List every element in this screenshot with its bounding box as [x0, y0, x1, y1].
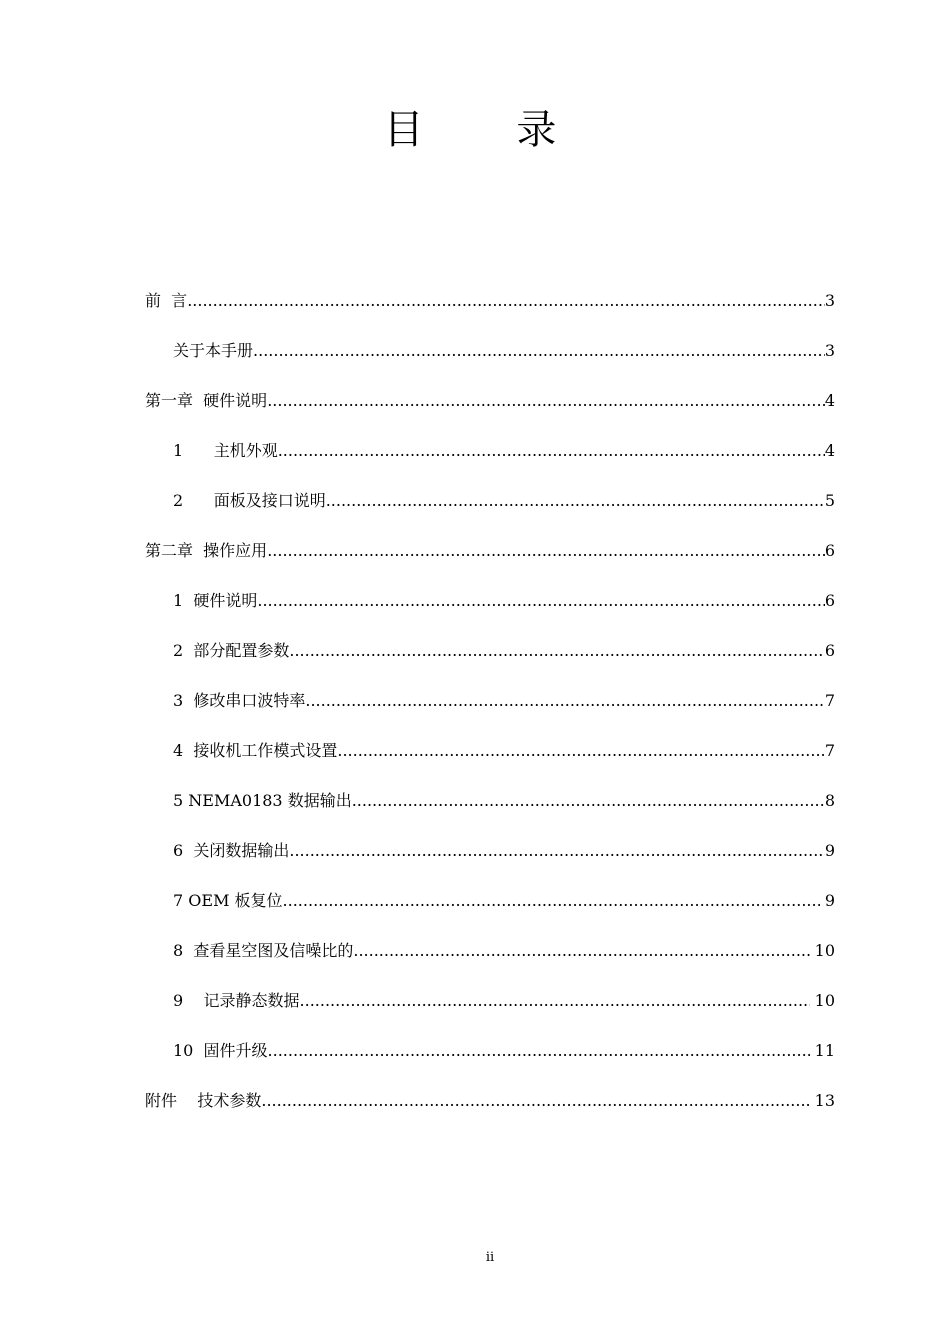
toc-leader-dots: [257, 588, 824, 614]
toc-entry[interactable]: [173, 488, 835, 514]
toc-entry-label: 7 OEM 板复位: [173, 891, 283, 910]
toc-leader-dots: [305, 688, 824, 714]
toc-entry[interactable]: [145, 1088, 835, 1114]
toc-entry-page: 10: [809, 941, 835, 960]
toc-leader-dots: [278, 438, 825, 464]
toc-entry[interactable]: [173, 788, 835, 814]
toc-leader-dots: [268, 1038, 810, 1064]
toc-entry[interactable]: [173, 888, 835, 914]
toc-entry-page: 9: [819, 891, 835, 910]
toc-entry-label: 前 言: [145, 291, 188, 310]
toc-leader-dots: [283, 888, 820, 914]
toc-entry-page: 6: [824, 541, 835, 560]
toc-entry-label: 1 硬件说明: [173, 591, 258, 610]
page-number: ii: [485, 1250, 495, 1265]
toc-leader-dots: [253, 338, 825, 364]
toc-leader-dots: [267, 538, 825, 564]
toc-entry-page: 3: [824, 291, 835, 310]
toc-entry[interactable]: [173, 938, 835, 964]
page-title: 目 录: [383, 107, 597, 153]
toc-leader-dots: [337, 738, 824, 764]
toc-entry-label: 2 面板及接口说明: [173, 491, 326, 510]
toc-entry-label: 3 修改串口波特率: [173, 691, 306, 710]
toc-entry[interactable]: [173, 1038, 835, 1064]
toc-entry-label: 5 NEMA0183 数据输出: [173, 791, 352, 810]
toc-entry-label: 4 接收机工作模式设置: [173, 741, 338, 760]
toc-entry[interactable]: [173, 988, 835, 1014]
toc-entry[interactable]: [173, 338, 835, 364]
toc-entry-page: 10: [809, 991, 835, 1010]
toc-entry-page: 7: [824, 741, 835, 760]
toc-entry-label: 关于本手册: [173, 341, 254, 360]
toc-entry-label: 10 固件升级: [173, 1041, 268, 1060]
toc-leader-dots: [300, 988, 810, 1014]
toc-entry-label: 1 主机外观: [173, 441, 278, 460]
toc-leader-dots: [267, 388, 825, 414]
toc-entry[interactable]: [145, 538, 835, 564]
toc-entry[interactable]: [145, 288, 835, 314]
toc-entry-page: 6: [824, 641, 835, 660]
toc-entry-page: 13: [809, 1091, 835, 1110]
toc-leader-dots: [261, 1088, 809, 1114]
toc-entry-page: 7: [824, 691, 835, 710]
toc-entry[interactable]: [173, 738, 835, 764]
toc-entry-page: 9: [824, 841, 835, 860]
toc-entry-page: 3: [824, 341, 835, 360]
toc-entry[interactable]: [173, 638, 835, 664]
toc-entry[interactable]: [173, 688, 835, 714]
toc-entry-page: 8: [824, 791, 835, 810]
toc-entry-label: 第二章 操作应用: [145, 541, 268, 560]
toc-entry[interactable]: [145, 388, 835, 414]
toc-entry-label: 2 部分配置参数: [173, 641, 290, 660]
toc-leader-dots: [187, 288, 825, 314]
toc-entry-label: 9 记录静态数据: [173, 991, 300, 1010]
toc-entry-page: 4: [824, 391, 835, 410]
toc-entry[interactable]: [173, 588, 835, 614]
toc-leader-dots: [289, 838, 824, 864]
toc-entry[interactable]: [173, 438, 835, 464]
toc-entry-label: 6 关闭数据输出: [173, 841, 290, 860]
toc-entry-page: 4: [824, 441, 835, 460]
toc-leader-dots: [289, 638, 824, 664]
toc-entry-page: 6: [824, 591, 835, 610]
toc-entry-page: 11: [809, 1041, 835, 1060]
toc-entry-label: 第一章 硬件说明: [145, 391, 268, 410]
toc-entry[interactable]: [173, 838, 835, 864]
toc-leader-dots: [352, 788, 825, 814]
toc-entry-label: 8 查看星空图及信噪比的: [173, 941, 354, 960]
toc-leader-dots: [353, 938, 809, 964]
toc-entry-page: 5: [824, 491, 835, 510]
toc-entry-label: 附件 技术参数: [145, 1091, 262, 1110]
toc-leader-dots: [326, 488, 825, 514]
